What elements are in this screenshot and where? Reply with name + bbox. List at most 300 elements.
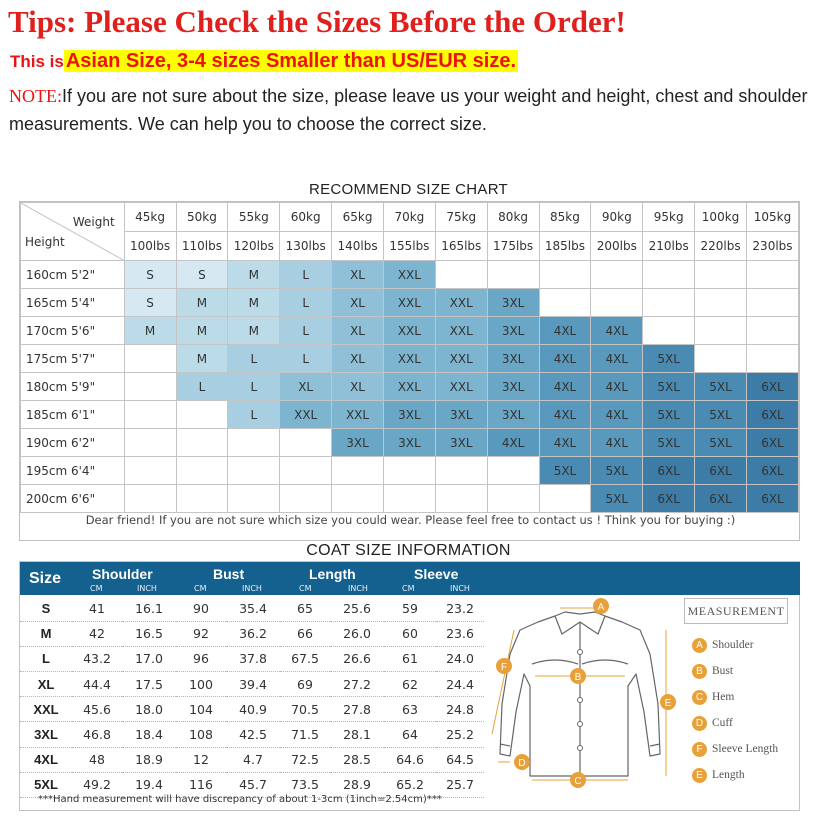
size-cell: XL: [332, 373, 384, 401]
size-cell: [435, 457, 487, 485]
size-cell: 3XL: [487, 289, 539, 317]
size-cell: [746, 289, 798, 317]
coat-measure-cell: 26.0: [330, 621, 384, 646]
height-row: [21, 485, 799, 513]
size-cell: [487, 261, 539, 289]
size-cell: 4XL: [591, 317, 643, 345]
coat-measure-cell: 17.5: [122, 672, 176, 697]
size-cell: 4XL: [591, 401, 643, 429]
coat-measure-cell: 42.5: [226, 722, 280, 747]
coat-size-label: S: [20, 596, 72, 621]
size-cell: M: [228, 317, 280, 345]
coat-size-row: [20, 747, 484, 772]
legend-label: Sleeve Length: [712, 743, 779, 756]
coat-size-row: [20, 697, 484, 722]
size-cell: XL: [332, 345, 384, 373]
coat-measure-cell: 43.2: [72, 646, 122, 671]
coat-measure-cell: 17.0: [122, 646, 176, 671]
coat-measure-cell: 70.5: [280, 697, 330, 722]
size-cell: XXL: [383, 289, 435, 317]
height-cell: [21, 401, 125, 429]
corner-diagonal: [21, 203, 124, 261]
length-inch-unit: INCH: [348, 584, 368, 593]
weight-kg-cell: 50kg: [176, 203, 228, 232]
coat-measure-cell: 25.2: [436, 722, 484, 747]
size-cell: [383, 457, 435, 485]
measurement-legend: [682, 598, 792, 793]
legend-label: Shoulder: [712, 639, 754, 652]
size-cell: 5XL: [643, 401, 695, 429]
coat-size-label: 3XL: [20, 722, 72, 747]
size-cell: XXL: [435, 289, 487, 317]
height-row: [21, 373, 799, 401]
marker-d: D: [518, 758, 526, 769]
weight-kg-row: [21, 203, 799, 232]
sleeve-header: Sleeve: [414, 566, 459, 582]
length-header: Length: [309, 566, 356, 582]
coat-measure-cell: 96: [176, 646, 226, 671]
size-cell: [746, 345, 798, 373]
size-cell: L: [280, 289, 332, 317]
coat-measure-cell: 26.6: [330, 646, 384, 671]
size-cell: 4XL: [487, 429, 539, 457]
size-cell: [228, 485, 280, 513]
weight-height-corner: [21, 203, 125, 261]
weight-kg-cell: 45kg: [124, 203, 176, 232]
height-row: [21, 429, 799, 457]
coat-measure-cell: 40.9: [226, 697, 280, 722]
size-cell: 5XL: [695, 401, 747, 429]
recommend-size-table: [20, 202, 799, 513]
legend-label: Length: [712, 769, 745, 782]
size-cell: XXL: [383, 373, 435, 401]
coat-measure-cell: 28.5: [330, 747, 384, 772]
coat-measure-cell: 104: [176, 697, 226, 722]
size-column-header: Size: [29, 570, 62, 587]
height-row: [21, 317, 799, 345]
size-cell: 3XL: [487, 401, 539, 429]
coat-size-title: COAT SIZE INFORMATION: [306, 542, 511, 559]
coat-measure-cell: 25.6: [330, 596, 384, 621]
weight-kg-cell: 55kg: [228, 203, 280, 232]
weight-lbs-cell: 210lbs: [643, 232, 695, 261]
legend-label: Hem: [712, 691, 735, 704]
legend-badge: D: [692, 716, 707, 731]
coat-measure-cell: 60: [384, 621, 436, 646]
size-cell: [746, 261, 798, 289]
size-cell: [487, 485, 539, 513]
size-cell: S: [124, 261, 176, 289]
size-cell: 5XL: [591, 485, 643, 513]
weight-lbs-cell: 155lbs: [383, 232, 435, 261]
coat-measure-cell: 59: [384, 596, 436, 621]
coat-measure-cell: 41: [72, 596, 122, 621]
coat-measure-cell: 62: [384, 672, 436, 697]
height-cell: [21, 317, 125, 345]
size-cell: XL: [280, 373, 332, 401]
marker-f: F: [500, 662, 508, 673]
size-cell: L: [228, 373, 280, 401]
size-cell: 6XL: [643, 485, 695, 513]
height-cell: [21, 485, 125, 513]
note-text: If you are not sure about the size, please leave us your weight and height, chest and shoulder measurements. We can help you to choose the correct size.: [9, 86, 808, 134]
size-cell: [695, 261, 747, 289]
size-cell: [124, 345, 176, 373]
size-cell: [176, 457, 228, 485]
shoulder-header: Shoulder: [92, 566, 153, 582]
size-cell: [332, 485, 384, 513]
size-cell: 4XL: [539, 401, 591, 429]
size-cell: XXL: [383, 261, 435, 289]
weight-lbs-cell: 175lbs: [487, 232, 539, 261]
height-ft: 6'6": [71, 491, 96, 506]
size-cell: S: [124, 289, 176, 317]
coat-measure-cell: 116: [176, 772, 226, 797]
legend-badge: C: [692, 690, 707, 705]
weight-kg-cell: 60kg: [280, 203, 332, 232]
size-cell: XXL: [332, 401, 384, 429]
coat-measure-cell: 16.1: [122, 596, 176, 621]
coat-measure-cell: 24.0: [436, 646, 484, 671]
size-cell: 6XL: [746, 429, 798, 457]
size-cell: L: [228, 401, 280, 429]
size-cell: M: [176, 317, 228, 345]
size-cell: [695, 289, 747, 317]
shoulder-cm-unit: CM: [90, 584, 103, 593]
coat-measure-cell: 23.2: [436, 596, 484, 621]
size-cell: XL: [332, 289, 384, 317]
size-cell: 6XL: [695, 457, 747, 485]
size-cell: [539, 485, 591, 513]
height-ft: 6'4": [71, 463, 96, 478]
size-cell: [280, 429, 332, 457]
coat-size-label: 5XL: [20, 772, 72, 797]
weight-lbs-cell: 130lbs: [280, 232, 332, 261]
recommend-chart-title: RECOMMEND SIZE CHART: [308, 181, 509, 198]
weight-lbs-cell: 110lbs: [176, 232, 228, 261]
coat-measure-cell: 46.8: [72, 722, 122, 747]
legend-badge: A: [692, 638, 707, 653]
height-cm: 185cm: [26, 407, 68, 422]
coat-measure-cell: 61: [384, 646, 436, 671]
weight-lbs-cell: 100lbs: [124, 232, 176, 261]
coat-size-label: XL: [20, 672, 72, 697]
size-cell: 3XL: [332, 429, 384, 457]
size-cell: [435, 261, 487, 289]
coat-measure-cell: 36.2: [226, 621, 280, 646]
marker-b: B: [574, 672, 582, 683]
size-cell: [124, 401, 176, 429]
size-cell: [280, 457, 332, 485]
coat-measure-cell: 28.1: [330, 722, 384, 747]
coat-size-row: [20, 596, 484, 621]
coat-measure-cell: 64: [384, 722, 436, 747]
bust-header: Bust: [213, 566, 245, 582]
size-cell: M: [176, 345, 228, 373]
size-cell: [280, 485, 332, 513]
coat-measure-cell: 16.5: [122, 621, 176, 646]
size-cell: 6XL: [746, 485, 798, 513]
coat-measure-cell: 18.4: [122, 722, 176, 747]
bust-inch-unit: INCH: [242, 584, 262, 593]
coat-measure-cell: 18.0: [122, 697, 176, 722]
size-cell: 4XL: [539, 345, 591, 373]
size-cell: 6XL: [695, 485, 747, 513]
size-cell: 5XL: [643, 345, 695, 373]
height-cm: 200cm: [26, 491, 68, 506]
legend-badge: E: [692, 768, 707, 783]
coat-measure-cell: 65.2: [384, 772, 436, 797]
coat-size-table: [20, 596, 484, 798]
coat-measure-cell: 69: [280, 672, 330, 697]
legend-badge: F: [692, 742, 707, 757]
height-cell: [21, 429, 125, 457]
asian-size-prefix: This is: [10, 52, 64, 71]
coat-measure-cell: 23.6: [436, 621, 484, 646]
coat-measure-cell: 39.4: [226, 672, 280, 697]
coat-size-panel: [19, 561, 800, 811]
size-cell: [695, 317, 747, 345]
coat-size-row: [20, 621, 484, 646]
legend-item-cuff: [692, 716, 733, 731]
coat-measure-cell: 24.4: [436, 672, 484, 697]
weight-lbs-cell: 165lbs: [435, 232, 487, 261]
height-cm: 195cm: [26, 463, 68, 478]
size-cell: 6XL: [643, 457, 695, 485]
legend-label: Bust: [712, 665, 734, 678]
height-ft: 5'2": [71, 267, 96, 282]
coat-size-row: [20, 722, 484, 747]
coat-size-label: 4XL: [20, 747, 72, 772]
coat-measure-cell: 27.8: [330, 697, 384, 722]
coat-size-label: L: [20, 646, 72, 671]
size-cell: L: [280, 345, 332, 373]
size-cell: [539, 261, 591, 289]
weight-lbs-row: [21, 232, 799, 261]
size-cell: 3XL: [487, 373, 539, 401]
sleeve-inch-unit: INCH: [450, 584, 470, 593]
height-ft: 5'7": [71, 351, 96, 366]
size-cell: M: [228, 261, 280, 289]
size-cell: [643, 289, 695, 317]
size-cell: 3XL: [383, 429, 435, 457]
size-cell: 4XL: [591, 373, 643, 401]
size-cell: [124, 429, 176, 457]
height-ft: 5'9": [71, 379, 96, 394]
size-cell: [383, 485, 435, 513]
size-cell: [487, 457, 539, 485]
coat-measure-cell: 90: [176, 596, 226, 621]
size-cell: 5XL: [695, 429, 747, 457]
coat-size-label: M: [20, 621, 72, 646]
size-cell: 4XL: [539, 373, 591, 401]
size-cell: 6XL: [746, 457, 798, 485]
coat-measure-cell: 45.7: [226, 772, 280, 797]
shirt-outline-icon: [480, 594, 680, 792]
size-cell: [124, 457, 176, 485]
coat-measure-cell: 37.8: [226, 646, 280, 671]
size-note: [9, 82, 815, 138]
legend-label: Cuff: [712, 717, 733, 730]
height-row: [21, 261, 799, 289]
tips-heading: Tips: Please Check the Sizes Before the Order!: [8, 4, 626, 39]
size-cell: [228, 457, 280, 485]
coat-measure-cell: 49.2: [72, 772, 122, 797]
marker-c: C: [574, 776, 582, 787]
coat-measure-cell: 65: [280, 596, 330, 621]
coat-measure-cell: 108: [176, 722, 226, 747]
coat-measure-cell: 92: [176, 621, 226, 646]
weight-lbs-cell: 140lbs: [332, 232, 384, 261]
measurement-legend-title: MEASUREMENT: [684, 598, 788, 624]
shoulder-inch-unit: INCH: [137, 584, 157, 593]
size-cell: [643, 261, 695, 289]
size-cell: 4XL: [591, 345, 643, 373]
weight-kg-cell: 105kg: [746, 203, 798, 232]
coat-measure-cell: 100: [176, 672, 226, 697]
size-cell: 4XL: [539, 317, 591, 345]
weight-kg-cell: 85kg: [539, 203, 591, 232]
size-cell: 5XL: [695, 373, 747, 401]
size-cell: 4XL: [539, 429, 591, 457]
legend-badge: B: [692, 664, 707, 679]
coat-measure-cell: 44.4: [72, 672, 122, 697]
height-cell: [21, 289, 125, 317]
size-cell: [124, 485, 176, 513]
size-cell: [695, 345, 747, 373]
height-ft: 6'2": [71, 435, 96, 450]
sleeve-cm-unit: CM: [402, 584, 415, 593]
legend-item-length: [692, 768, 745, 783]
size-cell: XXL: [280, 401, 332, 429]
coat-measure-cell: 67.5: [280, 646, 330, 671]
height-row: [21, 401, 799, 429]
size-cell: [124, 373, 176, 401]
weight-kg-cell: 95kg: [643, 203, 695, 232]
size-cell: L: [280, 317, 332, 345]
coat-table-header: [20, 562, 800, 595]
legend-item-hem: [692, 690, 734, 705]
size-cell: [539, 289, 591, 317]
coat-size-row: [20, 672, 484, 697]
weight-kg-cell: 100kg: [695, 203, 747, 232]
size-cell: 4XL: [591, 429, 643, 457]
coat-measure-cell: 71.5: [280, 722, 330, 747]
height-cm: 170cm: [26, 323, 68, 338]
weight-kg-cell: 80kg: [487, 203, 539, 232]
coat-measure-cell: 73.5: [280, 772, 330, 797]
height-cell: [21, 373, 125, 401]
size-cell: XL: [332, 317, 384, 345]
size-cell: S: [176, 261, 228, 289]
coat-measure-cell: 72.5: [280, 747, 330, 772]
size-cell: XXL: [383, 345, 435, 373]
recommend-size-chart: [19, 201, 800, 541]
coat-measure-cell: 19.4: [122, 772, 176, 797]
height-row: [21, 345, 799, 373]
weight-kg-cell: 90kg: [591, 203, 643, 232]
recommend-chart-footer: Dear friend! If you are not sure which size you could wear. Please feel free to contact us ! Think you for buying :): [85, 513, 736, 527]
coat-measure-cell: 25.7: [436, 772, 484, 797]
size-cell: [435, 485, 487, 513]
height-ft: 5'6": [71, 323, 96, 338]
size-cell: [332, 457, 384, 485]
height-ft: 5'4": [71, 295, 96, 310]
coat-measure-cell: 48: [72, 747, 122, 772]
size-cell: 3XL: [383, 401, 435, 429]
height-cell: [21, 261, 125, 289]
legend-item-shoulder: [692, 638, 754, 653]
size-cell: L: [228, 345, 280, 373]
size-cell: [591, 289, 643, 317]
size-cell: 6XL: [746, 373, 798, 401]
size-cell: M: [228, 289, 280, 317]
size-cell: [228, 429, 280, 457]
size-cell: [591, 261, 643, 289]
weight-lbs-cell: 185lbs: [539, 232, 591, 261]
weight-lbs-cell: 220lbs: [695, 232, 747, 261]
note-label: NOTE:: [9, 86, 62, 106]
size-cell: XXL: [435, 317, 487, 345]
coat-measure-cell: 12: [176, 747, 226, 772]
size-cell: L: [280, 261, 332, 289]
legend-item-sleeve-length: [692, 742, 778, 757]
height-cm: 165cm: [26, 295, 68, 310]
asian-size-highlight: Asian Size, 3-4 sizes Smaller than US/EUR size.: [65, 50, 517, 72]
height-cm: 190cm: [26, 435, 68, 450]
size-cell: [176, 485, 228, 513]
legend-item-bust: [692, 664, 733, 679]
size-cell: [643, 317, 695, 345]
coat-measure-cell: 24.8: [436, 697, 484, 722]
coat-measure-cell: 4.7: [226, 747, 280, 772]
size-cell: L: [176, 373, 228, 401]
height-row: [21, 289, 799, 317]
weight-kg-cell: 70kg: [383, 203, 435, 232]
size-cell: 3XL: [487, 345, 539, 373]
size-cell: XL: [332, 261, 384, 289]
size-cell: 5XL: [539, 457, 591, 485]
coat-measure-cell: 28.9: [330, 772, 384, 797]
size-cell: [746, 317, 798, 345]
coat-measure-cell: 42: [72, 621, 122, 646]
height-label: Height: [25, 235, 65, 249]
marker-e: E: [664, 698, 672, 709]
weight-label: Weight: [72, 215, 115, 229]
height-row: [21, 457, 799, 485]
height-cm: 180cm: [26, 379, 68, 394]
size-cell: 5XL: [643, 429, 695, 457]
size-cell: [176, 429, 228, 457]
height-cm: 160cm: [26, 267, 68, 282]
size-cell: [176, 401, 228, 429]
size-cell: 5XL: [643, 373, 695, 401]
size-cell: XXL: [435, 373, 487, 401]
asian-size-notice: [10, 50, 518, 73]
weight-kg-cell: 75kg: [435, 203, 487, 232]
height-cell: [21, 457, 125, 485]
coat-measure-cell: 35.4: [226, 596, 280, 621]
measurement-discrepancy-note: ***Hand measurement will have discrepancy of about 1-3cm (1inch=2.54cm)***: [38, 794, 442, 805]
height-cell: [21, 345, 125, 373]
height-cm: 175cm: [26, 351, 68, 366]
bust-cm-unit: CM: [194, 584, 207, 593]
size-cell: 6XL: [746, 401, 798, 429]
size-cell: M: [176, 289, 228, 317]
size-cell: M: [124, 317, 176, 345]
coat-measure-cell: 27.2: [330, 672, 384, 697]
size-cell: XXL: [435, 345, 487, 373]
